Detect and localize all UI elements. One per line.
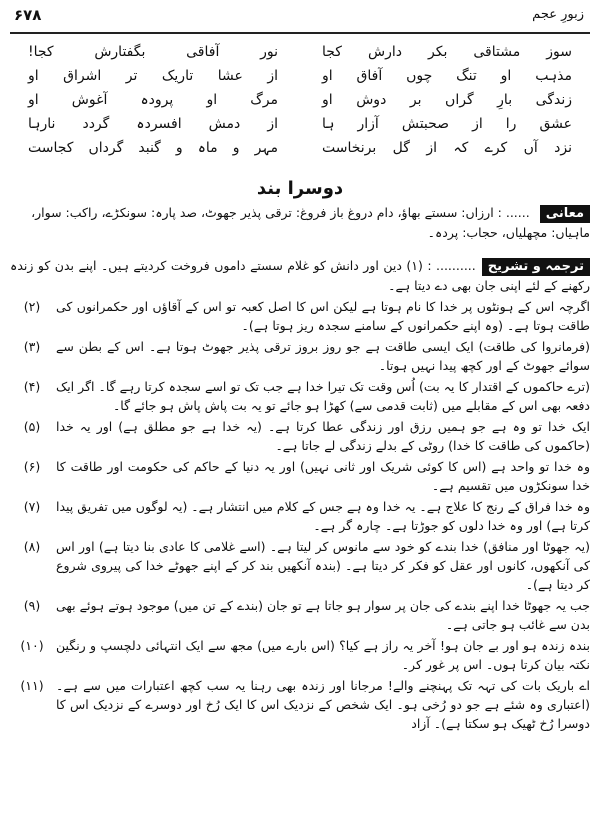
item-text: جب یہ جھوٹا خدا اپنے بندے کی جان پر سوار ہو جاتا ہے تو جان (بندے کے تن میں) موجود ہوتے ہوئے بھی بدن سے غائب ہو جاتی ہے۔: [56, 598, 590, 632]
item-text: (ترے حاکموں کے اقتدار کا یہ بت) اُس وقت تک تیرا خدا ہے جب تک تو اسے سجدہ کرتا رہے گا۔ اگر ایک دفعہ بھی اس کے مقابلے میں (ثابت قدمی سے) کھڑا ہو جائے تو یہ بت پاش پاش ہو جائے گا۔: [56, 379, 590, 413]
item-number: (۸): [23, 539, 41, 554]
list-item: [10, 596, 590, 634]
list-item: [10, 457, 590, 495]
item-text: ایک خدا تو وہ ہے جو ہمیں رزق اور زندگی عطا کرتا ہے۔ (یہ خدا ہے جو مطلق ہے) اور یہ خدا (حاکموں کی طاقت کا خدا) روٹی کے بدلے زندگی لے جاتا ہے۔: [56, 419, 590, 453]
running-title: زبورِ عجم: [532, 7, 584, 22]
verse-column-left: [28, 40, 278, 160]
item-number: (۲): [23, 299, 41, 314]
verse-line: مذہب او تنگ چوں آفاق او: [322, 68, 572, 84]
verse-line: مرگ او پرودہ آغوش او: [28, 92, 278, 108]
item-text: اے باریک بات کی تہہ تک پہنچنے والے! مرجانا اور زندہ بھی رہنا یہ سب کچھ اعتبارات میں سے ہے۔ (اعتباری وہ شئے ہے جو دو رُخی ہو۔ ایک شخص کے نزدیک اس کا ایک رُخ اور دوسرے کے نزدیک اس کا دوسرا رُخ ٹھیک ہو سکتا ہے)۔ آزاد: [56, 678, 590, 731]
item-text: اگرچہ اس کے ہونٹوں پر خدا کا نام ہوتا ہے لیکن اس کا اصل کعبہ تو اس کے آقاؤں اور حکمرانوں کی طاقت ہوتا ہے۔ (وہ اپنے حکمرانوں کے سامنے سجدہ ریز ہوتا ہے)۔: [56, 299, 590, 333]
verse-column-right: [322, 40, 572, 160]
section-title: دوسرا بند: [256, 178, 344, 199]
item-number: (۹): [23, 598, 41, 613]
item-number: (۵): [23, 419, 41, 434]
verse-line: زندگی بارِ گراں بر دوش او: [322, 92, 572, 108]
verse-line: سوز مشتاقی بکر دارش کجا: [322, 44, 572, 60]
item-number: (۱۱): [20, 678, 44, 693]
list-item: [10, 417, 590, 455]
glossary-line: [10, 203, 590, 223]
glossary-text: ماہیاں: مچھلیاں، حجاب: پردہ۔: [427, 225, 590, 240]
list-item: [10, 256, 590, 295]
glossary-label: معانی: [540, 205, 590, 223]
item-number: (۶): [23, 459, 41, 474]
item-number: (۳): [23, 339, 41, 354]
item-text: بندہ زندہ ہو اور بے جان ہو! آخر یہ راز ہے کیا؟ (اس بارے میں) مجھ سے ایک انتہائی دلچسپ و رنگین نکتہ بیان کرتا ہوں۔ اس پر غور کر۔: [56, 638, 590, 672]
list-item: [10, 676, 590, 733]
glossary: [10, 203, 590, 242]
item-number: (۱۰): [20, 638, 44, 653]
item-text: وہ خدا فراق کے رنج کا علاج ہے۔ یہ خدا وہ ہے جس کے کلام میں انتشار ہے۔ (یہ لوگوں میں تفریق پیدا کرتا ہے) اور وہ خدا دلوں کو جوڑتا ہے۔ چارہ گر ہے۔: [56, 499, 590, 533]
page-number: ۶۷۸: [14, 6, 42, 24]
verse-line: نزد آں کرے کہ از گل برنخاست: [322, 140, 572, 156]
item-text: وہ خدا تو واحد ہے (اس کا کوئی شریک اور ثانی نہیں) اور یہ دنیا کے حاکم کی حکومت اور طاقت کا خدا سونکڑوں میں تقسیم ہے۔: [56, 459, 590, 493]
glossary-line: [10, 223, 590, 242]
verse-line: عشق را از صحبتش آزار ہا: [322, 116, 572, 132]
translation-label: ترجمہ و تشریح: [482, 258, 590, 276]
list-item: [10, 636, 590, 674]
list-item: [10, 337, 590, 375]
verse-line: از عشا تاریک تر اشراق او: [28, 68, 278, 84]
list-item: [10, 497, 590, 535]
item-number: (۷): [23, 499, 41, 514]
persian-verses: [28, 40, 572, 168]
item-text: (یہ جھوٹا اور منافق) خدا بندے کو خود سے مانوس کر لیتا ہے۔ (اسے غلامی کا عادی بنا دیتا ہے) اور اس کی آنکھوں، کانوں اور عقل کو فکر کر دیتا ہے۔ (بندہ آنکھیں بند کر کے اپنے جھوٹے خدا کی پیروی شروع کر دیتا ہے)۔: [56, 539, 590, 592]
page-header: [10, 4, 590, 34]
item-text: (فرمانروا کی طاقت) ایک ایسی طاقت ہے جو روز بروز ترقی پذیر جھوٹ ہوتا ہے۔ اس کے بطن سے سوائے جھوٹ کے اور کچھ پیدا نہیں ہوتا۔: [56, 339, 590, 373]
verse-line: مہر و ماہ و گنبد گرداں کجاست: [28, 140, 278, 156]
glossary-text: ...... : ارزاں: سستے بھاؤ، دام دروغ باز فروغ: ترقی پذیر جھوٹ، صد پارہ: سونکڑے، راکب: سوار،: [31, 205, 530, 220]
list-item: [10, 297, 590, 335]
list-item: [10, 377, 590, 415]
verse-line: از دمش افسردہ گردد نارہا: [28, 116, 278, 132]
item-number: (۴): [23, 379, 41, 394]
item-text-body: .......... : (۱) دین اور دانش کو غلام سستے داموں فروخت کردیتے ہیں۔ اپنے بدن کو زندہ رکھنے کے لئے اپنی جان بھی دے دیتا ہے۔: [10, 258, 590, 293]
verse-line: نور آفاقی بگفتارش کجا!: [28, 44, 278, 60]
item-text: [10, 256, 590, 295]
translation-body: [10, 256, 590, 735]
list-item: [10, 537, 590, 594]
